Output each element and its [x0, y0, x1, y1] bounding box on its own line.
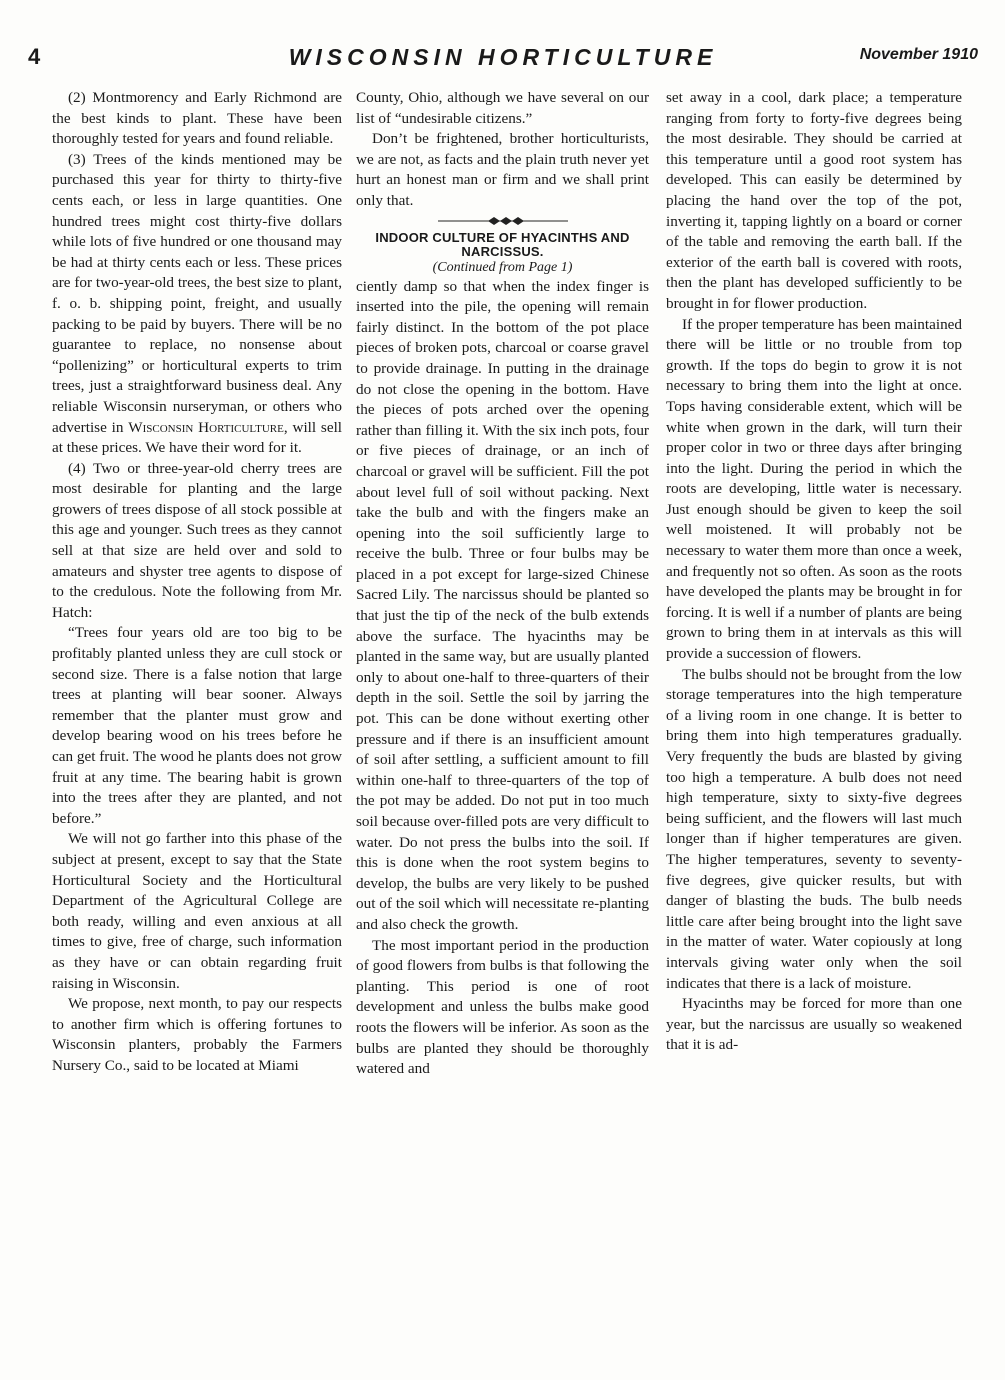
- page-header: [28, 44, 978, 74]
- continued-note: (Continued from Page 1): [432, 259, 573, 275]
- paragraph: (4) Two or three-year-old cherry trees are most desirable for planting and the large growers of trees dispose of all stock possible at this age and younger. Such trees as they cannot sell at that size are held over and sold to amateurs and shyster tree agents to dispose of to the credulous. Note the following from Mr. Hatch:: [52, 459, 342, 621]
- paragraph: We will not go farther into this phase of the subject at present, except to say that the State Horticultural Society and the Horticultural Department of the Agricultural College are both ready, willing and even anxious at all times to give, free of charge, such information as they have or can obtain regarding fruit raising in Wisconsin.: [52, 830, 342, 992]
- paragraph: [52, 150, 342, 459]
- paragraph: If the proper temperature has been maintained there will be little or no trouble from top growth. If the tops do begin to grow it is not necessary to bring them into the light at once. Tops having considerable extent, which will be white when grown in the dark, will turn their proper color in two or three days after bringing into the light. During the period in which the roots are developing, little water is necessary. Just enough should be given to keep the soil well moistened. It will probably not be necessary to water them more than once a week, and frequently not so often. As soon as the roots have developed the plants may be brought in for forcing. It is well if a number of plants are being grown to bring them in at intervals as this will provide a succession of flowers.: [666, 315, 962, 663]
- article-heading: INDOOR CULTURE OF HYACINTHS AND NARCISSUS.: [375, 229, 630, 259]
- ornament-icon: [438, 215, 568, 227]
- paragraph: The bulbs should not be brought from the low storage temperatures into the high temperature of a living room in one change. It is better to bring them into high temperatures gradually. Very frequently the buds are blasted by giving too high a temperature. A bulb does not need high temperature, sixty to sixty-five degrees being sufficient, and the flowers will last much longer than if higher temperatures are given. The higher temperatures, seventy to seventy-five degrees, give quicker results, but with danger of blasting the buds. The bulb needs little care after being brought into the light save in the matter of water. Water copiously at long intervals giving water only when the soil indicates that there is a lack of moisture.: [666, 665, 962, 992]
- magazine-title: WISCONSIN HORTICULTURE: [288, 44, 718, 70]
- paragraph: We propose, next month, to pay our respects to another firm which is offering fortunes to Wisconsin planters, probably the Farmers Nursery Co., said to be located at Miami: [52, 995, 342, 1074]
- page-number: 4: [28, 44, 41, 69]
- column-1: [52, 88, 342, 1077]
- paragraph-text: , will sell at these prices. We have their word for it.: [52, 418, 343, 457]
- paragraph: set away in a cool, dark place; a temperature ranging from forty to forty-five degrees being the most desirable. They should be carried at this temperature until a good root system has developed. This can easily be determined by placing the hand over the top of the pot, inverting it, tapping lightly on a board or corner of the table and removing the earth ball. If the exterior of the earth ball is covered with roots, then the plant has developed sufficiently to be brought in for flower production.: [666, 89, 962, 312]
- issue-date: November 1910: [859, 46, 978, 63]
- column-3: [666, 88, 962, 1056]
- section-divider: [438, 215, 568, 227]
- paragraph-text: (3) Trees of the kinds mentioned may be purchased this year for thirty to thirty-five cents each, or less in large quantities. One hundred trees might cost thirty-five dollars while lots of five hundred or one thousand may be had at thirty cents each or less. These prices are for two-year-old trees, the best size to plant, f. o. b. shipping point, freight, and usually packing to be paid by buyers. There will be no guarantee to replace, no nonsense about “pollenizing” or horticultural experts to trim trees, just a straightforward business deal. Any reliable Wisconsin nurseryman, or others who advertise in: [52, 150, 342, 436]
- magazine-name: Wisconsin Horticulture: [128, 418, 284, 436]
- paragraph: Don’t be frightened, brother horticulturists, we are not, as facts and the plain truth never yet hurt an honest man or firm and we shall print only that.: [356, 130, 649, 209]
- paragraph: (2) Montmorency and Early Richmond are the best kinds to plant. These have been thoroughly tested for years and found reliable.: [52, 89, 342, 148]
- paragraph: ciently damp so that when the index finger is inserted into the pile, the opening will remain fairly distinct. In the bottom of the pot place pieces of broken pots, charcoal or coarse gravel to provide drainage. In putting in the drainage do not close the opening in the bottom. Have the pieces of pots arched over the opening rather than filling it. With the six inch pots, four or five pieces of drainage, or an inch of charcoal or gravel will be sufficient. Fill the pot about level full of soil without packing. Next take the bulb and with the fingers make an opening into the soil sufficiently large to receive the bulb. Three or four bulbs may be placed in a pot except for large-sized Chinese Sacred Lily. The narcissus should be planted so that just the tip of the neck of the bulb extends above the surface. The hyacinths may be planted in the same way, but are usually planted only to about one-half to three-quarters of their depth in the soil. Settle the soil by jarring the pot. This can be done without exerting other pressure and if there is an insufficient amount of soil after settling, a sufficient amount to fill within one-half to three-quarters of the top of the pot may be added. Do not put in too much soil because over-filled pots are very difficult to water. Do not press the bulbs into the soil. If this is done when the root system begins to develop, the bulbs are very likely to be pushed out of the soil which will necessitate re-planting and also check the growth.: [356, 277, 649, 933]
- quotation: “Trees four years old are too big to be profitably planted unless they are cull stock or second size. There is a false notion that large trees at planting will bear sooner. Always remember that the planter must grow and develop bearing wood on his trees before he can get fruit. The wood he plants does not grow fruit at any time. The bearing habit is grown into the trees after they are planted, and not before.”: [52, 624, 342, 827]
- paragraph: County, Ohio, although we have several on our list of “undesirable citizens.”: [356, 89, 649, 127]
- paragraph: Hyacinths may be forced for more than one year, but the narcissus are usually so weakened that it is ad-: [666, 995, 962, 1054]
- paragraph: The most important period in the production of good flowers from bulbs is that following the planting. This period is one of root development and unless the bulbs make good roots the flowers will be inferior. As soon as the bulbs are planted they should be thoroughly watered and: [356, 936, 649, 1078]
- column-2: [356, 88, 649, 1080]
